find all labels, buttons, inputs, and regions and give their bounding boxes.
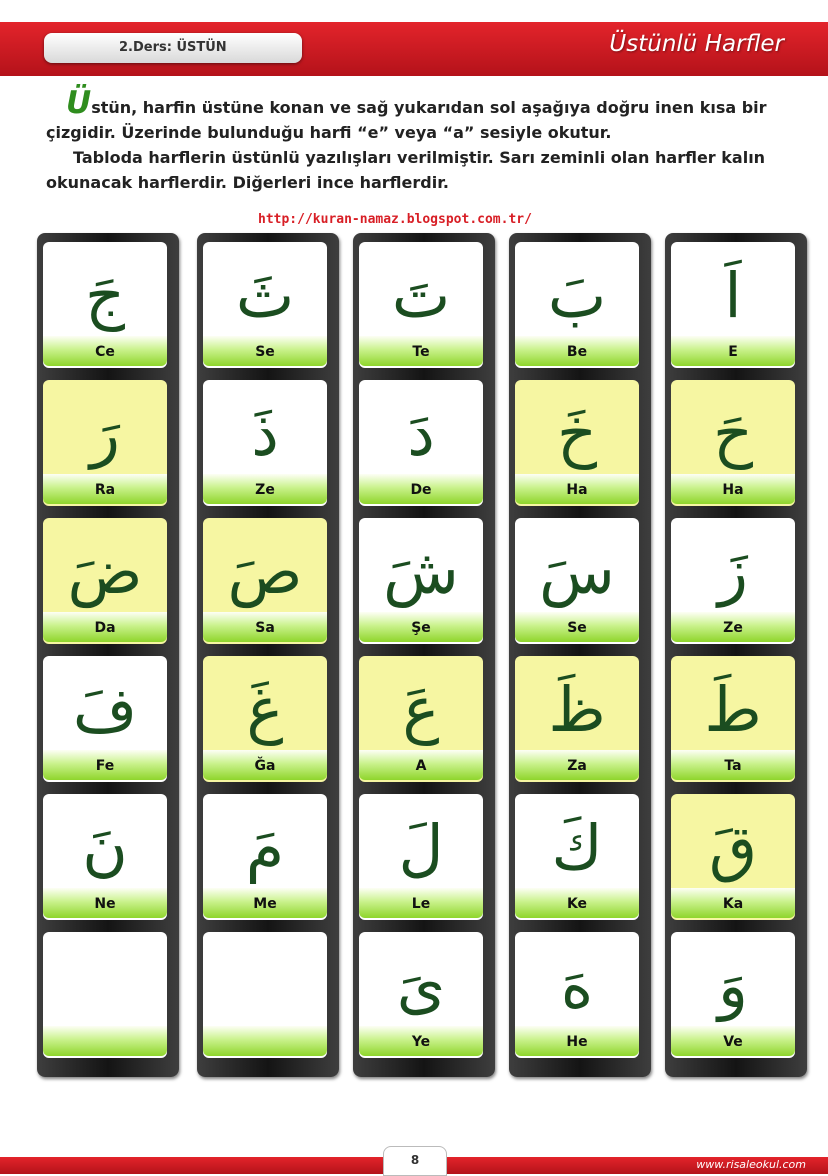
letter-label: E — [671, 336, 795, 366]
source-url[interactable]: http://kuran-namaz.blogspot.com.tr/ — [258, 212, 532, 227]
letter-card — [515, 380, 639, 506]
letter-label: Sa — [203, 612, 327, 642]
letter-card — [203, 794, 327, 920]
letter-card — [671, 380, 795, 506]
intro-paragraph-1-text: stün, harfin üstüne konan ve sağ yukarıdan sol aşağıya doğru inen kısa bir çizgidir. Üzerinde bulunduğu harfi “e” veya “a” sesiyle okutur. — [46, 98, 767, 142]
letter-card — [359, 794, 483, 920]
letter-label: Se — [203, 336, 327, 366]
arabic-letter: ن — [82, 811, 128, 884]
arabic-letter — [203, 942, 327, 1030]
arabic-letter: س — [539, 535, 615, 608]
initial-letter: Ü — [66, 85, 92, 121]
letter-card — [203, 656, 327, 782]
letter-card — [671, 794, 795, 920]
letter-card — [671, 932, 795, 1058]
arabic-letter: ت — [391, 259, 451, 332]
letter-label: Ce — [43, 336, 167, 366]
letter-label — [203, 1026, 327, 1056]
letter-label: Ra — [43, 474, 167, 504]
arabic-letter: ر — [90, 397, 120, 470]
letter-card — [359, 242, 483, 368]
arabic-letter: ث — [235, 259, 295, 332]
arabic-letter: ض — [67, 535, 143, 608]
letter-label: Ha — [671, 474, 795, 504]
letter-label: Ke — [515, 888, 639, 918]
letter-card — [359, 380, 483, 506]
arabic-letter: ح — [712, 397, 754, 470]
letter-label: Ye — [359, 1026, 483, 1056]
arabic-letter: ص — [227, 535, 303, 608]
letter-card — [515, 794, 639, 920]
arabic-letter: ك — [551, 811, 603, 884]
intro-text — [46, 85, 786, 195]
letter-label: Ze — [203, 474, 327, 504]
letter-label: Şe — [359, 612, 483, 642]
arabic-letter: ا — [724, 259, 742, 332]
letter-label: Ha — [515, 474, 639, 504]
arabic-letter: ب — [547, 259, 607, 332]
page-number: 8 — [383, 1146, 447, 1176]
intro-paragraph-2: Tabloda harflerin üstünlü yazılışları verilmiştir. Sarı zeminli olan harfler kalın okunacak harflerdir. Diğerleri ince harflerdir. — [46, 148, 766, 192]
letter-label: Da — [43, 612, 167, 642]
letter-column — [37, 233, 179, 1077]
letter-column — [353, 233, 495, 1077]
letter-card — [671, 518, 795, 644]
letter-label: Ze — [671, 612, 795, 642]
lesson-tab: 2.Ders: ÜSTÜN — [44, 33, 302, 63]
letter-column — [197, 233, 339, 1077]
arabic-letter: ع — [402, 673, 440, 746]
letter-card — [43, 518, 167, 644]
letter-label: Za — [515, 750, 639, 780]
letter-label: Be — [515, 336, 639, 366]
arabic-letter: ق — [708, 811, 758, 884]
letter-label: Ğa — [203, 750, 327, 780]
letter-card — [203, 518, 327, 644]
letter-column — [509, 233, 651, 1077]
letter-card — [515, 656, 639, 782]
letter-card — [43, 656, 167, 782]
letter-label: A — [359, 750, 483, 780]
arabic-letter: ى — [396, 949, 446, 1022]
letter-label: Ve — [671, 1026, 795, 1056]
letter-card — [359, 518, 483, 644]
letter-card — [203, 380, 327, 506]
letter-label: Fe — [43, 750, 167, 780]
letter-card — [515, 932, 639, 1058]
arabic-letter: غ — [246, 673, 284, 746]
letter-label — [43, 1026, 167, 1056]
arabic-letter: ز — [718, 535, 748, 608]
letter-card — [359, 656, 483, 782]
letter-column — [665, 233, 807, 1077]
letter-label: Ka — [671, 888, 795, 918]
arabic-letter: ظ — [548, 673, 606, 746]
arabic-letter: و — [718, 949, 748, 1022]
arabic-letter: ج — [84, 259, 126, 332]
arabic-letter: ذ — [251, 397, 279, 470]
arabic-letter: ف — [72, 673, 138, 746]
letter-card — [203, 242, 327, 368]
letter-card — [515, 242, 639, 368]
letter-label: He — [515, 1026, 639, 1056]
arabic-letter: ل — [398, 811, 444, 884]
letter-card — [671, 656, 795, 782]
letter-label: Ta — [671, 750, 795, 780]
empty-card — [43, 932, 167, 1058]
arabic-letter: م — [245, 811, 285, 884]
arabic-letter: ه — [560, 949, 594, 1022]
arabic-letter — [43, 942, 167, 1030]
letter-label: De — [359, 474, 483, 504]
letter-card — [43, 380, 167, 506]
arabic-letter: ط — [704, 673, 762, 746]
letter-card — [43, 242, 167, 368]
letter-label: Le — [359, 888, 483, 918]
letter-label: Ne — [43, 888, 167, 918]
letter-card — [515, 518, 639, 644]
footer-website[interactable]: www.risaleokul.com — [696, 1158, 806, 1171]
intro-paragraph-1 — [46, 85, 786, 145]
letter-card — [43, 794, 167, 920]
arabic-letter: خ — [556, 397, 598, 470]
page-title: Üstünlü Harfler — [609, 31, 784, 57]
arabic-letter: ش — [383, 535, 459, 608]
letter-label: Se — [515, 612, 639, 642]
letter-label: Me — [203, 888, 327, 918]
empty-card — [203, 932, 327, 1058]
letter-card — [671, 242, 795, 368]
letter-card — [359, 932, 483, 1058]
letter-label: Te — [359, 336, 483, 366]
arabic-letter: د — [407, 397, 435, 470]
